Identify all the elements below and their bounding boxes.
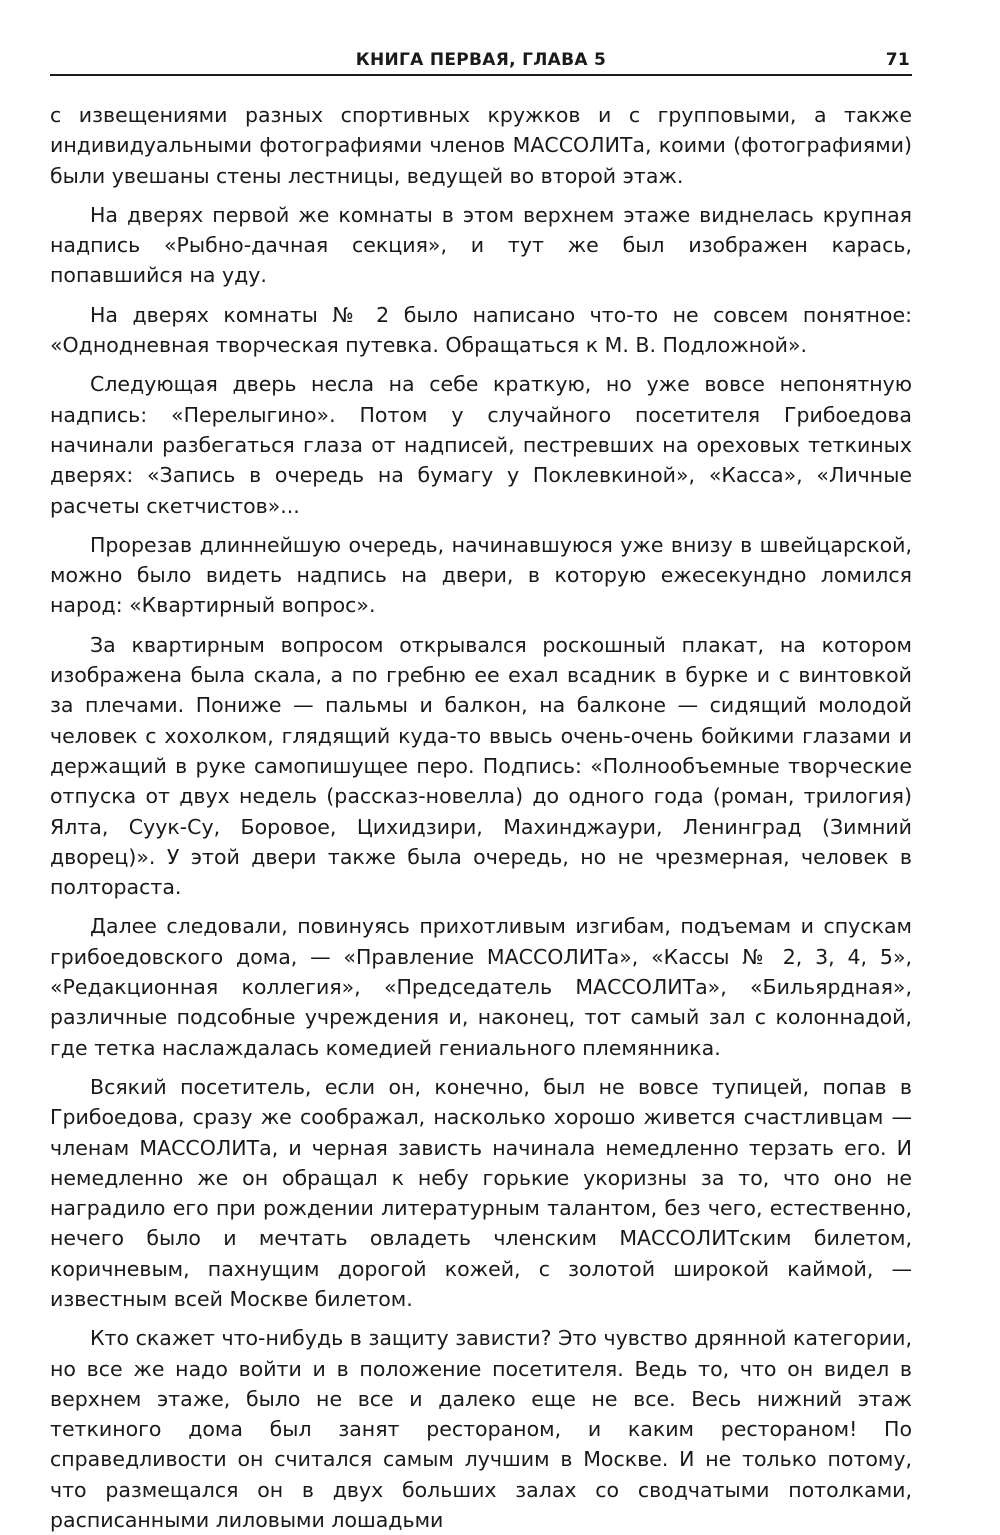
paragraph: На дверях первой же комнаты в этом верхнем этаже виднелась крупная надпись «Рыбно-дачная секция», и тут же был изображен карась, попавшийся на уду. <box>50 202 912 288</box>
paragraph: Далее следовали, повинуясь прихотливым изгибам, подъемам и спускам грибоедовского дома, — «Правление МАССОЛИТа», «Кассы № 2, 3, 4, 5», «Редакционная коллегия», «Председатель МАССОЛИТа», «Бильярдная», различные подсобные учреждения и, наконец, тот самый зал с колоннадой, где тетка наслаждалась комедией гениального племянника. <box>50 914 912 1060</box>
paragraph: Всякий посетитель, если он, конечно, был не вовсе тупицей, попав в Грибоедова, сразу же соображал, насколько хорошо живется счастливцам — членам МАССОЛИТа, и черная зависть начинала немедленно терзать его. И немедленно же он обращал к небу горькие укоризны за то, что оно не наградило его при рождении литературным талантом, без чего, естественно, нечего было и мечтать овладеть членским МАССОЛИТским билетом, коричневым, пахнущим дорогой кожей, с золотой широкой каймой, — известным всей Москве билетом. <box>50 1074 912 1311</box>
paragraph: За квартирным вопросом открывался роскошный плакат, на котором изображена была скала, а по гребню ее ехал всадник в бурке и с винтовкой за плечами. Пониже — пальмы и балкон, на балконе — сидящий молодой человек с хохолком, глядящий куда-то ввысь очень-очень бойкими глазами и держащий в руке самопишущее перо. Подпись: «Полнообъемные творческие отпуска от двух недель (рассказ-новелла) до одного года (роман, трилогия) Ялта, Суук-Су, Боровое, Цихидзири, Махинджаури, Ленинград (Зимний дворец)». У этой двери также была очередь, но не чрезмерная, человек в полтораста. <box>50 632 912 900</box>
page-number: 71 <box>885 50 910 70</box>
paragraph-continued: с извещениями разных спортивных кружков и с групповыми, а также индивидуальными фотографиями членов МАССОЛИТа, коими (фотографиями) были увешаны стены лестницы, ведущей во второй этаж. <box>50 103 912 188</box>
paragraph: Прорезав длиннейшую очередь, начинавшуюся уже внизу в швейцарской, можно было видеть надпись на двери, в которую ежесекундно ломился народ: «Квартирный вопрос». <box>50 532 912 618</box>
paragraph: На дверях комнаты № 2 было написано что-то не совсем понятное: «Однодневная творческая путевка. Обращаться к М. В. Подложной». <box>50 302 912 358</box>
body-text <box>50 100 912 1535</box>
book-page <box>50 44 912 1533</box>
running-title: КНИГА ПЕРВАЯ, ГЛАВА 5 <box>355 50 607 70</box>
paragraph: Кто скажет что-нибудь в защиту зависти? Это чувство дрянной категории, но все же надо войти и в положение посетителя. Ведь то, что он видел в верхнем этаже, было не все и далеко еще не все. Весь нижний этаж теткиного дома был занят рестораном, и каким рестораном! По справедливости он считался самым лучшим в Москве. И не только потому, что размещался он в двух больших залах со сводчатыми потолками, расписанными лиловыми лошадьми <box>50 1326 912 1533</box>
running-header <box>50 44 912 76</box>
paragraph: Следующая дверь несла на себе краткую, но уже вовсе непонятную надпись: «Перелыгино». Потом у случайного посетителя Грибоедова начинали разбегаться глаза от надписей, пестревших на ореховых теткиных дверях: «Запись в очередь на бумагу у Поклевкиной», «Касса», «Личные расчеты скетчистов»... <box>50 372 912 518</box>
